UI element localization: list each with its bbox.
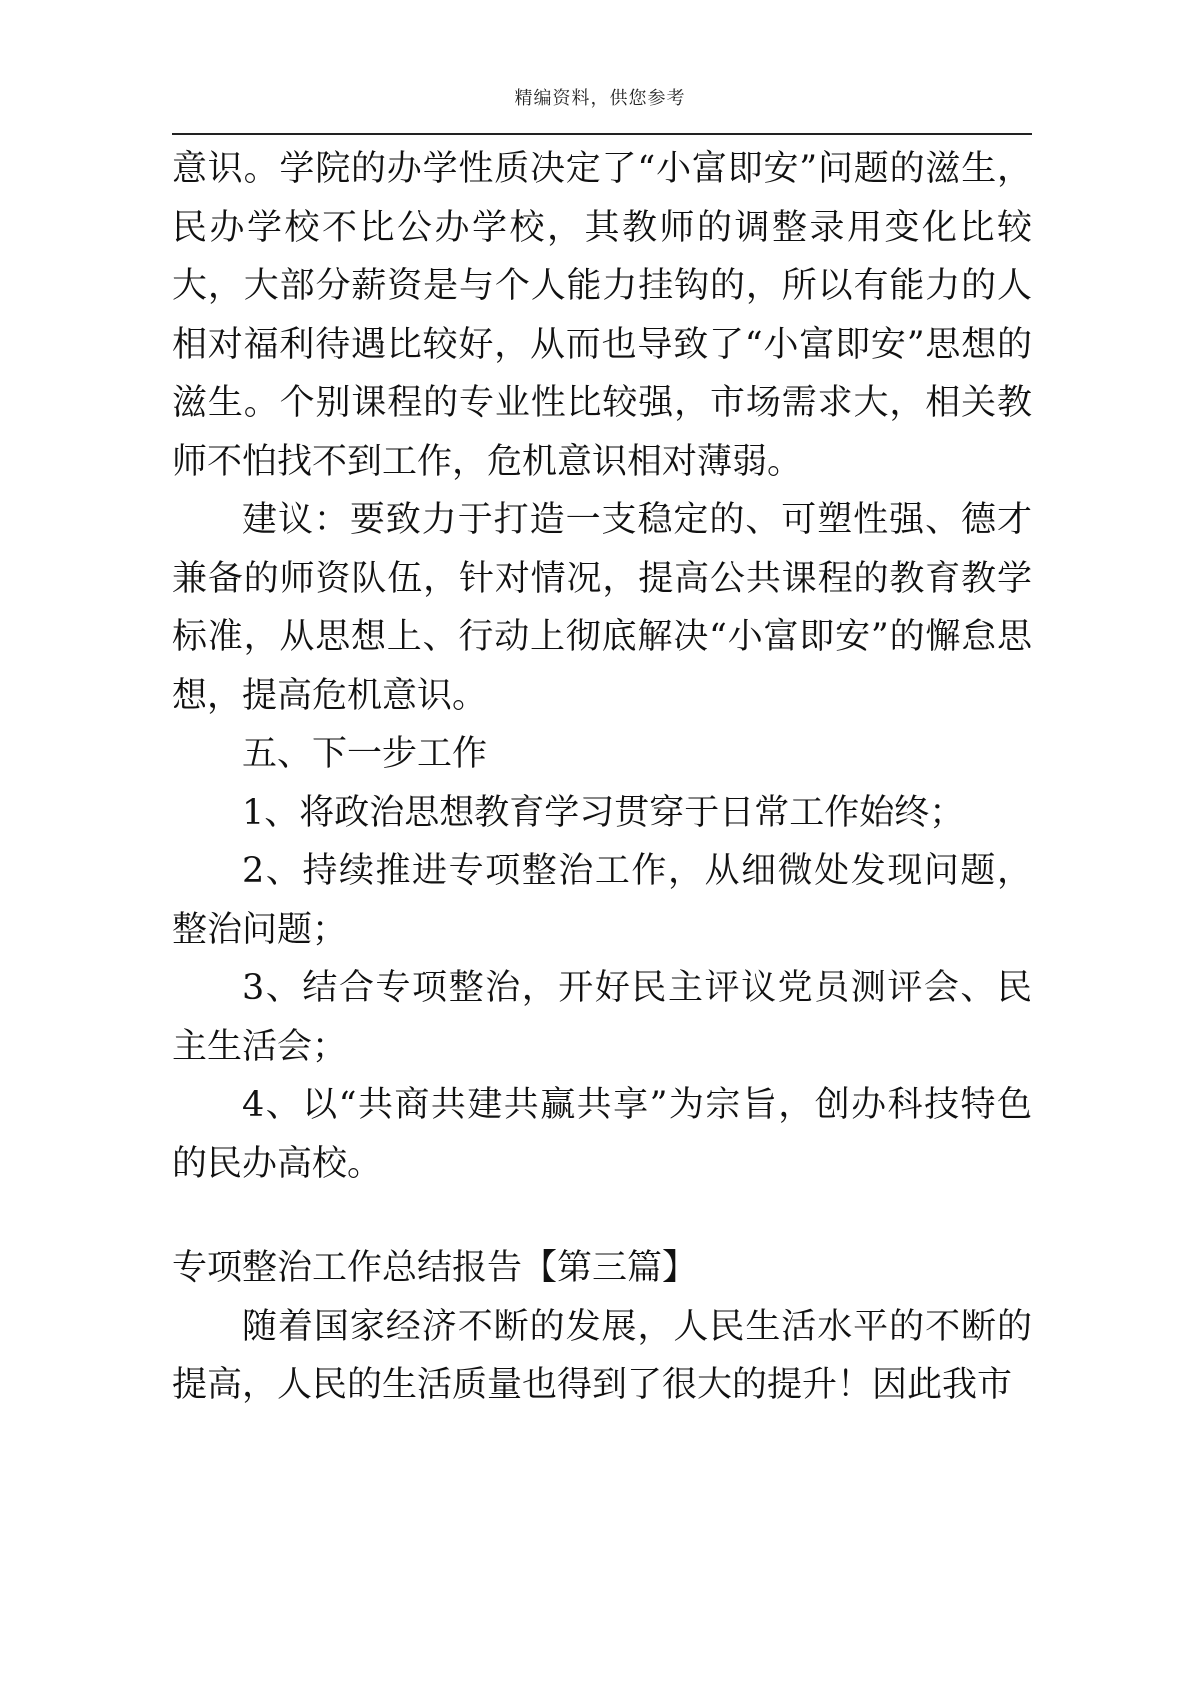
heading-next-steps: 五、下一步工作 <box>242 734 488 774</box>
paragraph-section-3: 随着国家经济不断的发展，人民生活水平的不断的提高，人民的生活质量也得到了很大的提升！因此我市 <box>172 1306 1032 1405</box>
paragraph-suggestion: 建议：要致力于打造一支稳定的、可塑性强、德才兼备的师资队伍，针对情况，提高公共课程的教育教学标准，从思想上、行动上彻底解决“小富即安”的懈怠思想，提高危机意识。 <box>172 500 1032 716</box>
list-item-3: 3、结合专项整治，开好民主评议党员测评会、民主生活会； <box>172 968 1032 1067</box>
header-divider <box>172 133 1032 135</box>
section-title: 专项整治工作总结报告【第三篇】 <box>172 1248 698 1288</box>
list-item-1: 1、将政治思想教育学习贯穿于日常工作始终； <box>242 792 965 833</box>
header-note: 精编资料，供您参考 <box>514 88 686 109</box>
paragraph-1: 意识。学院的办学性质决定了“小富即安”问题的滋生，民办学校不比公办学校，其教师的调整录用变化比较大，大部分薪资是与个人能力挂钩的，所以有能力的人相对福利待遇比较好，从而也导致了“小富即安”思想的滋生。个别课程的专业性比较强，市场需求大，相关教师不怕找不到工作，危机意识相对薄弱。 <box>172 149 1032 482</box>
list-item-2: 2、持续推进专项整治工作，从细微处发现问题，整治问题； <box>172 851 1032 950</box>
document-body <box>172 140 1032 1415</box>
list-item-4: 4、以“共商共建共赢共享”为宗旨，创办科技特色的民办高校。 <box>172 1085 1032 1184</box>
